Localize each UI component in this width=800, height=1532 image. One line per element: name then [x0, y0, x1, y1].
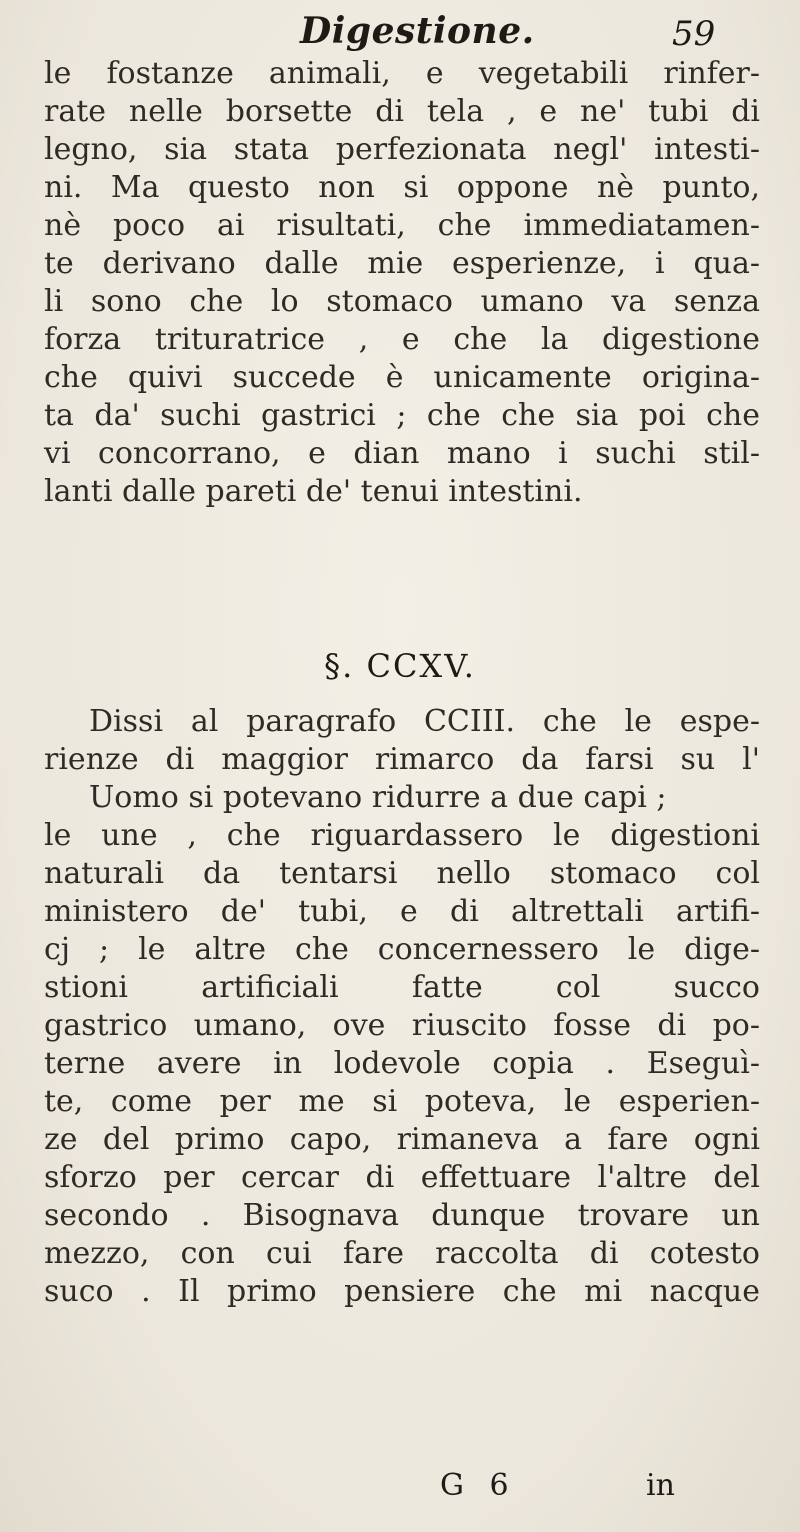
page-number: 59: [672, 14, 716, 54]
text-line: gastrico umano, ove riuscito fosse di po-: [44, 1008, 760, 1043]
text-line: legno, sia stata perfezionata negl' intesti-: [44, 132, 760, 167]
paragraph-2: [44, 703, 760, 1311]
text-line: secondo . Bisognava dunque trovare un: [44, 1198, 760, 1233]
text-line: vi concorrano, e dian mano i suchi stil-: [44, 436, 760, 471]
paragraph-1: [44, 55, 760, 511]
text-line: ze del primo capo, rimaneva a fare ogni: [44, 1122, 760, 1157]
text-line: suco . Il primo pensiere che mi nacque: [44, 1274, 760, 1309]
text-line: forza trituratrice , e che la digestione: [44, 322, 760, 357]
text-line: cj ; le altre che concernessero le dige-: [44, 932, 760, 967]
text-line: che quivi succede è unicamente origina-: [44, 360, 760, 395]
running-title: Digestione.: [300, 10, 535, 52]
text-line: naturali da tentarsi nello stomaco col: [44, 856, 760, 891]
text-line: ni. Ma questo non si oppone nè punto,: [44, 170, 760, 205]
text-line: stioni artificiali fatte col succo: [44, 970, 760, 1005]
text-line: ta da' suchi gastrici ; che che sia poi che: [44, 398, 760, 433]
text-line-first: Dissi al paragrafo CCIII. che le espe-: [89, 704, 760, 739]
text-line: Uomo si potevano ridurre a due capi ;: [89, 780, 667, 815]
text-line: nè poco ai risultati, che immediatamen-: [44, 208, 760, 243]
text-line: le fostanze animali, e vegetabili rinfer-: [44, 56, 760, 91]
text-line: le une , che riguardassero le digestioni: [44, 818, 760, 853]
page-footer: [0, 1468, 800, 1508]
text-line-last: lanti dalle pareti de' tenui intestini.: [44, 474, 583, 509]
signature-mark: G 6: [440, 1468, 517, 1503]
text-line: te derivano dalle mie esperienze, i qua-: [44, 246, 760, 281]
catchword: in: [646, 1468, 675, 1503]
text-line: mezzo, con cui fare raccolta di cotesto: [44, 1236, 760, 1271]
text-line: terne avere in lodevole copia . Eseguì-: [44, 1046, 760, 1081]
text-line: rienze di maggior rimarco da farsi su l': [44, 742, 760, 777]
section-heading: §. CCXV.: [324, 647, 476, 685]
text-line: ministero de' tubi, e di altrettali artifi-: [44, 894, 760, 929]
text-line: sforzo per cercar di effettuare l'altre del: [44, 1160, 760, 1195]
text-line: li sono che lo stomaco umano va senza: [44, 284, 760, 319]
text-line: te, come per me si poteva, le esperien-: [44, 1084, 760, 1119]
text-line: rate nelle borsette di tela , e ne' tubi di: [44, 94, 760, 129]
